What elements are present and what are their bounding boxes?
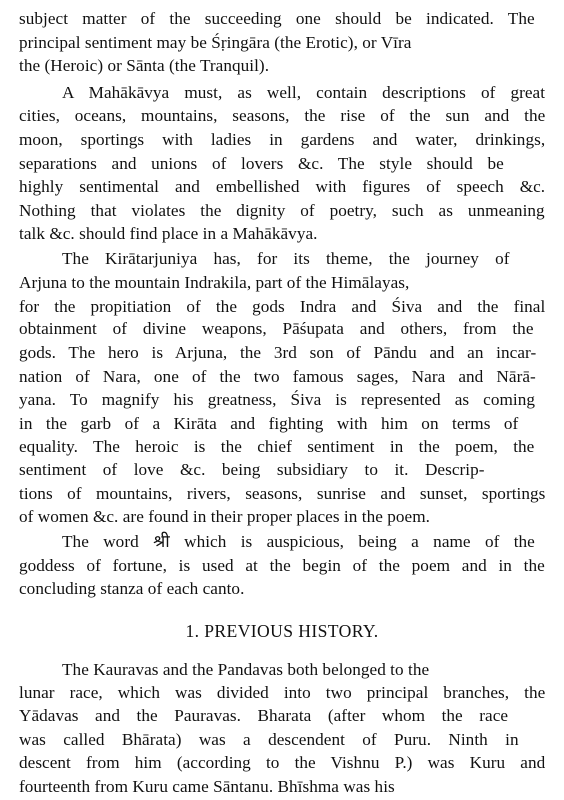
text-line: tions of mountains, rivers, seasons, sunrise and sunset, sportings	[19, 483, 546, 503]
text-line: subject matter of the succeeding one should be indicated. The	[19, 9, 535, 28]
text-line: Arjuna to the mountain Indrakila, part of the Himālayas,	[19, 272, 410, 292]
text-line: Yādavas and the Pauravas. Bharata (after whom the race	[19, 706, 509, 726]
text-line: The Kauravas and the Pandavas both belonged to the	[62, 659, 430, 679]
text-line: fourteenth from Kuru came Sāntanu. Bhīshma was his	[19, 777, 395, 796]
text-line: The word श्री which is auspicious, being a name of the	[62, 532, 535, 551]
text-line: talk &c. should find place in a Mahākāvya.	[19, 223, 318, 243]
text-line: highly sentimental and embellished with figures of speech &c.	[19, 177, 546, 197]
text-line: obtainment of divine weapons, Pāśupata and others, from the	[19, 319, 534, 339]
text-line: Nothing that violates the dignity of poetry, such as unmeaning	[19, 201, 545, 220]
section-heading: 1. PREVIOUS HISTORY.	[185, 621, 379, 641]
text-line: concluding stanza of each canto.	[19, 579, 245, 599]
text-line: A Mahākāvya must, as well, contain descriptions of great	[62, 82, 546, 102]
text-line: nation of Nara, one of the two famous sages, Nara and Nārā-	[19, 366, 536, 386]
text-line: goddess of fortune, is used at the begin of the poem and in the	[19, 555, 545, 575]
text-line: sentiment of love &c. being subsidiary to it. Descrip-	[19, 460, 485, 480]
text-line: separations and unions of lovers &c. The style should be	[19, 153, 504, 173]
text-line: in the garb of a Kirāta and fighting with him on terms of	[19, 413, 519, 433]
text-line: descent from him (according to the Vishnu P.) was Kuru and	[19, 753, 546, 773]
text-line: for the propitiation of the gods Indra and Śiva and the final	[19, 296, 546, 316]
text-line: of women &c. are found in their proper places in the poem.	[19, 507, 430, 527]
text-line: the (Heroic) or Sānta (the Tranquil).	[19, 56, 270, 76]
text-line: cities, oceans, mountains, seasons, the rise of the sun and the	[19, 106, 546, 126]
text-line: yana. To magnify his greatness, Śiva is represented as coming	[19, 390, 536, 410]
text-line: The Kirātarjuniya has, for its theme, the journey of	[62, 249, 510, 269]
text-line: principal sentiment may be Śṛingāra (the Erotic), or Vīra	[19, 32, 412, 52]
text-line: gods. The hero is Arjuna, the 3rd son of Pāndu and an incar-	[19, 342, 537, 362]
text-line: was called Bhārata) was a descendent of Puru. Ninth in	[19, 729, 519, 749]
text-line: equality. The heroic is the chief sentiment in the poem, the	[19, 436, 535, 456]
text-line: moon, sportings with ladies in gardens and water, drinkings,	[19, 130, 546, 150]
text-line: lunar race, which was divided into two principal branches, the	[19, 683, 546, 703]
